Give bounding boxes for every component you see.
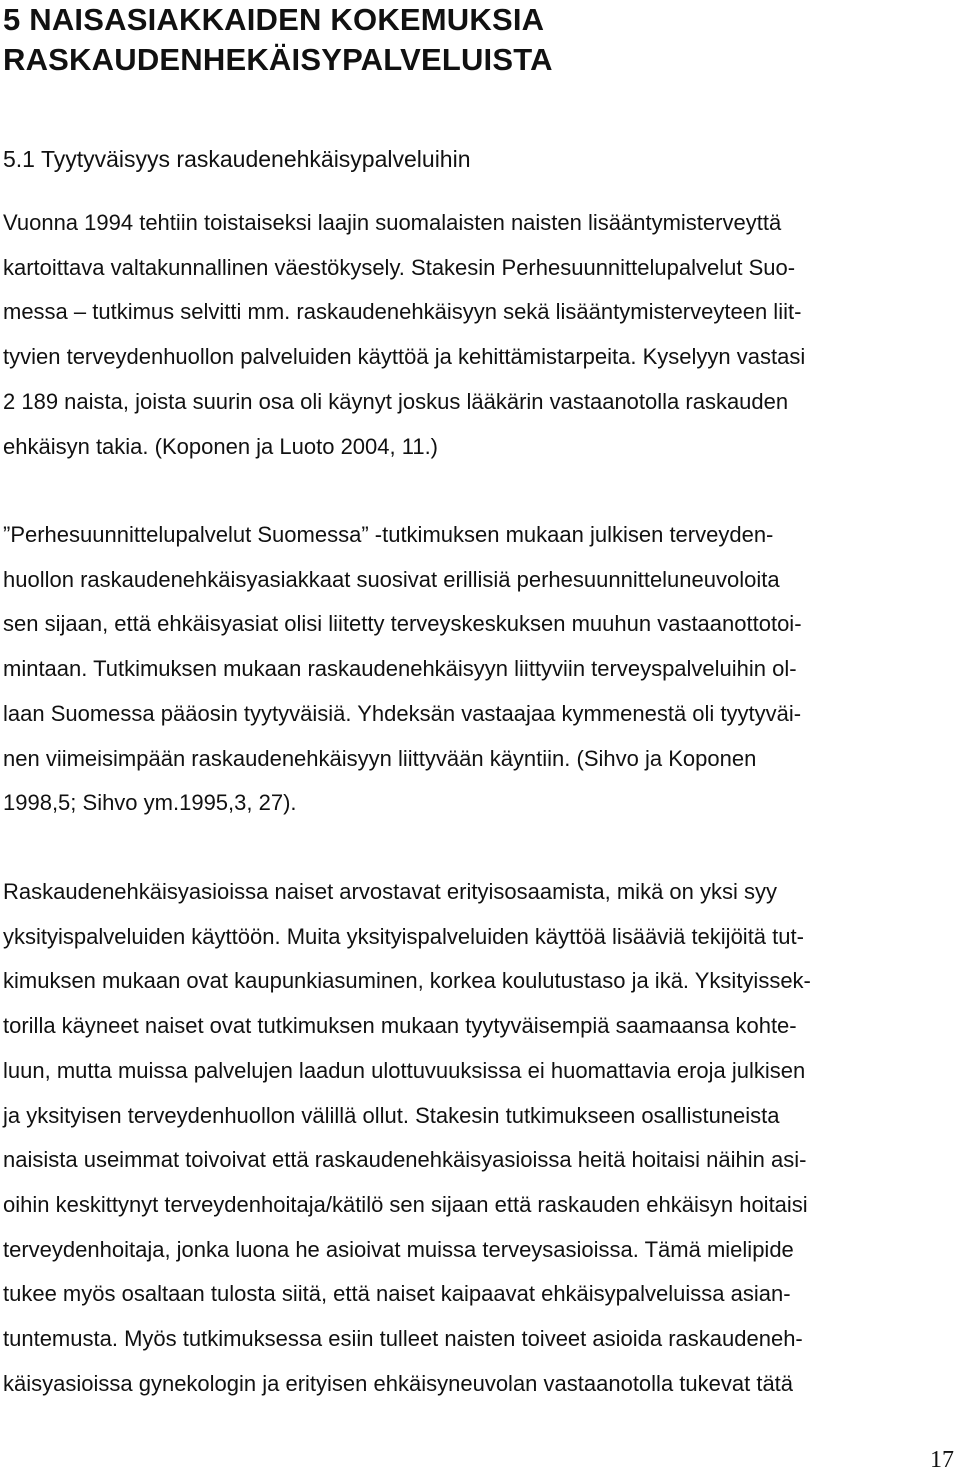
paragraph-line: naisista useimmat toivoivat että raskaudenehkäisyasioissa heitä hoitaisi näihin asi-: [3, 1147, 807, 1173]
section-title: 5.1 Tyytyväisyys raskaudenehkäisypalveluihin: [3, 146, 471, 172]
paragraph-line: yksityispalveluiden käyttöön. Muita yksityispalveluiden käyttöä lisääviä tekijöitä tut-: [3, 923, 804, 949]
paragraph-line: nen viimeisimpään raskaudenehkäisyyn liittyvään käyntiin. (Sihvo ja Koponen: [3, 745, 757, 771]
paragraph-line: mintaan. Tutkimuksen mukaan raskaudenehkäisyyn liittyviin terveyspalveluihin ol-: [3, 656, 797, 682]
paragraph-line: oihin keskittynyt terveydenhoitaja/kätilö sen sijaan että raskauden ehkäisyn hoitaisi: [3, 1191, 808, 1217]
paragraph-line: terveydenhoitaja, jonka luona he asioivat muissa terveysasioissa. Tämä mielipide: [3, 1236, 794, 1262]
paragraph-line: luun, mutta muissa palvelujen laadun ulottuvuuksissa ei huomattavia eroja julkisen: [3, 1057, 806, 1083]
paragraph-line: tyvien terveydenhuollon palveluiden käyttöä ja kehittämistarpeita. Kyselyyn vastasi: [3, 344, 806, 370]
paragraph-line: huollon raskaudenehkäisyasiakkaat suosivat erillisiä perhesuunnitteluneuvoloita: [3, 566, 780, 592]
paragraph-line: messa – tutkimus selvitti mm. raskaudenehkäisyyn sekä lisääntymisterveyteen liit-: [3, 299, 802, 325]
paragraph-line: sen sijaan, että ehkäisyasiat olisi liitetty terveyskeskuksen muuhun vastaanottotoi-: [3, 611, 802, 637]
paragraph-3: [3, 870, 955, 1406]
paragraph-2: [3, 513, 955, 826]
paragraph-line: 1998,5; Sihvo ym.1995,3, 27).: [3, 790, 297, 816]
paragraph-line: kimuksen mukaan ovat kaupunkiasuminen, korkea koulutustaso ja ikä. Yksityissek-: [3, 968, 811, 994]
paragraph-line: tuntemusta. Myös tutkimuksessa esiin tulleet naisten toiveet asioida raskaudeneh-: [3, 1326, 803, 1352]
chapter-title-line-2: RASKAUDENHEKÄISYPALVELUISTA: [3, 42, 553, 77]
paragraph-line: ehkäisyn takia. (Koponen ja Luoto 2004, 11.): [3, 433, 439, 459]
paragraph-line: tukee myös osaltaan tulosta siitä, että naiset kaipaavat ehkäisypalveluissa asian-: [3, 1281, 791, 1307]
paragraph-line: kartoittava valtakunnallinen väestökysely. Stakesin Perhesuunnittelupalvelut Suo-: [3, 254, 796, 280]
paragraph-line: torilla käyneet naiset ovat tutkimuksen mukaan tyytyväisempiä saamaansa kohte-: [3, 1013, 797, 1039]
paragraph-line: laan Suomessa pääosin tyytyväisiä. Yhdeksän vastaajaa kymmenestä oli tyytyväi-: [3, 700, 802, 726]
chapter-title: [3, 0, 553, 80]
page-number: 17: [930, 1447, 954, 1473]
paragraph-line: ja yksityisen terveydenhuollon välillä ollut. Stakesin tutkimukseen osallistuneista: [3, 1102, 780, 1128]
paragraph-1: [3, 201, 955, 469]
chapter-title-line-1: 5 NAISASIAKKAIDEN KOKEMUKSIA: [3, 2, 545, 37]
paragraph-line: Vuonna 1994 tehtiin toistaiseksi laajin suomalaisten naisten lisääntymisterveyttä: [3, 210, 782, 235]
paragraph-line: ”Perhesuunnittelupalvelut Suomessa” -tutkimuksen mukaan julkisen terveyden-: [3, 522, 774, 547]
paragraph-line: Raskaudenehkäisyasioissa naiset arvostavat erityisosaamista, mikä on yksi syy: [3, 879, 777, 904]
paragraph-line: käisyasioissa gynekologin ja erityisen ehkäisyneuvolan vastaanotolla tukevat tätä: [3, 1370, 794, 1396]
paragraph-line: 2 189 naista, joista suurin osa oli käynyt joskus lääkärin vastaanotolla raskauden: [3, 388, 789, 414]
